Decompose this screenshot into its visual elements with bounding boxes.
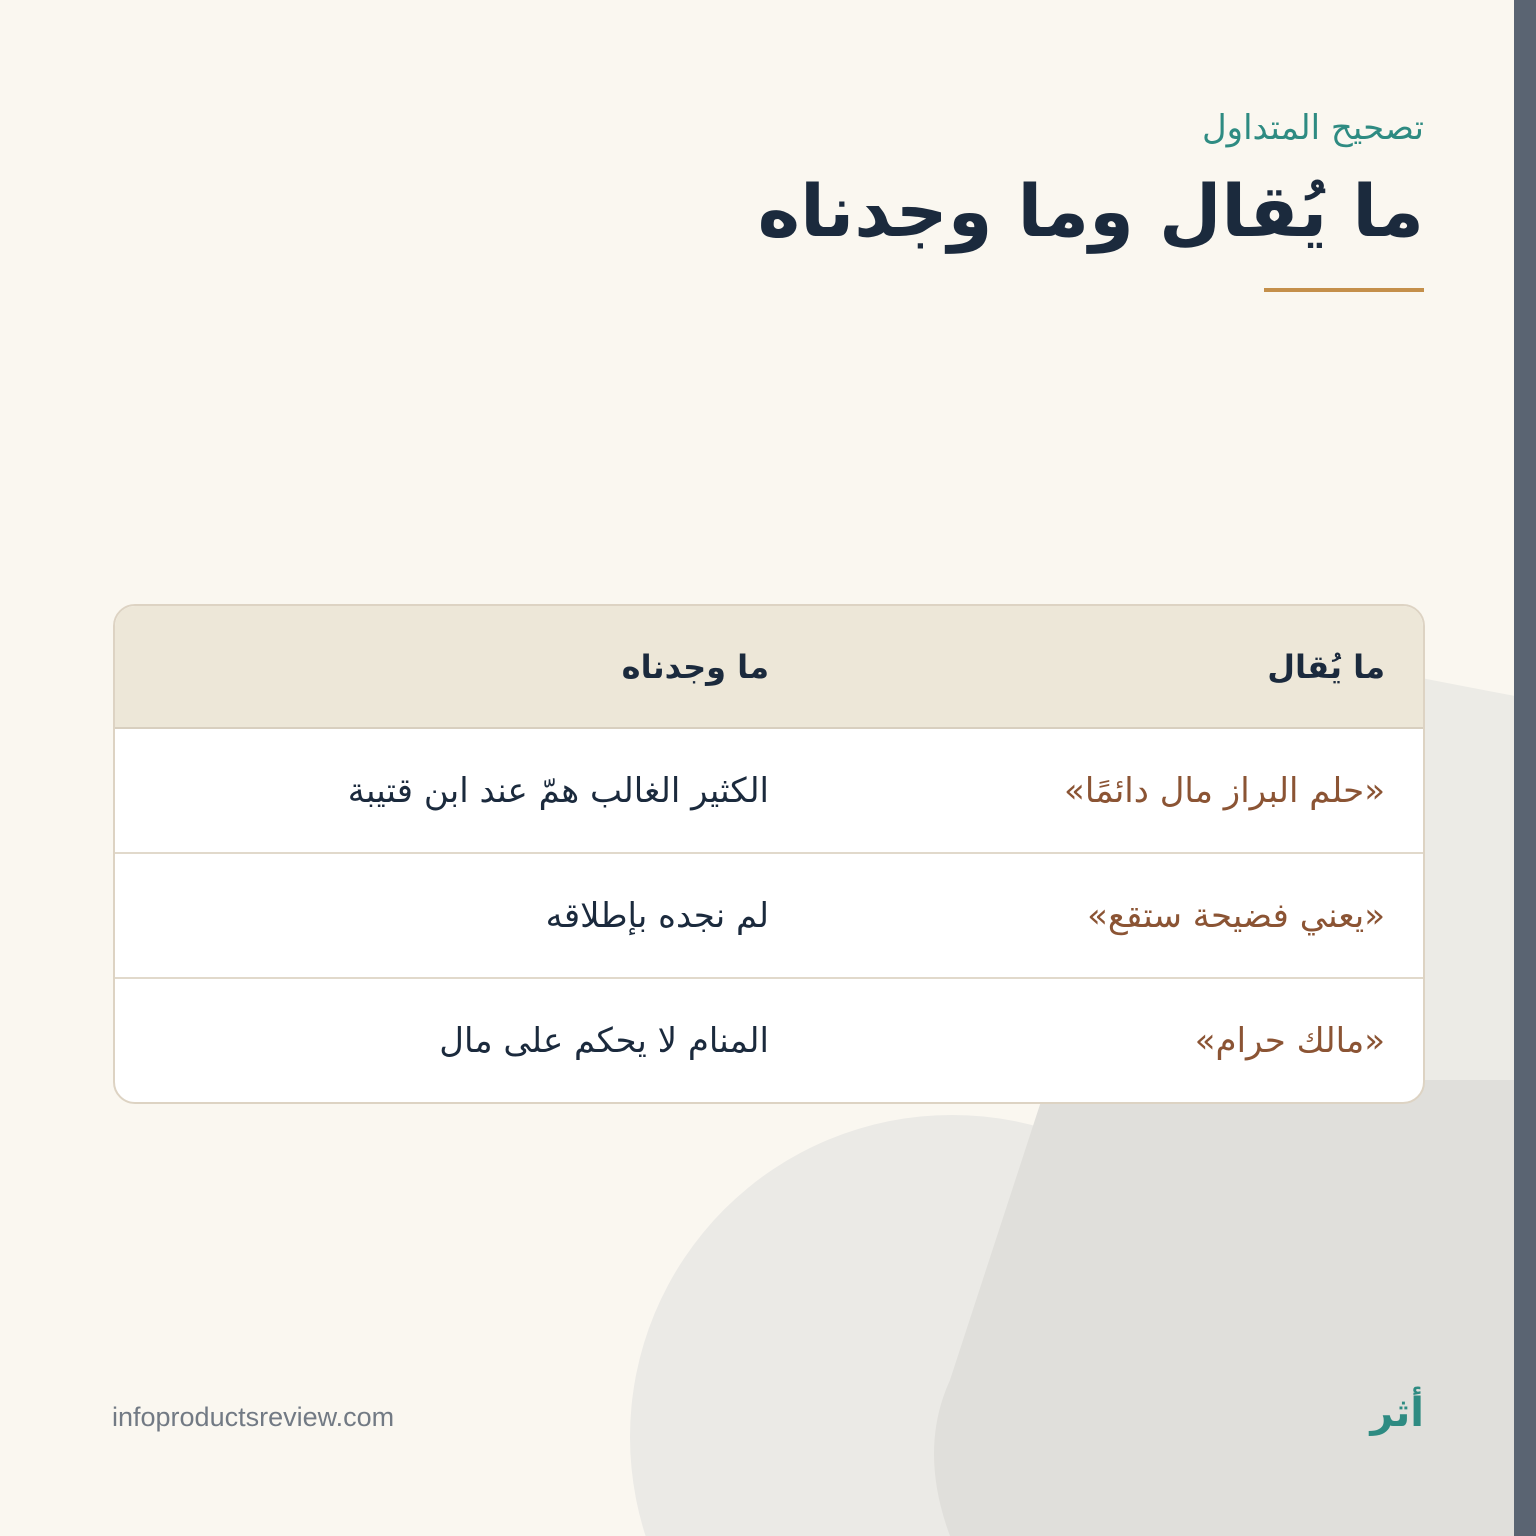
site-url: infoproductsreview.com bbox=[112, 1402, 395, 1432]
table-row bbox=[115, 854, 1423, 979]
section-eyebrow: تصحيح المتداول bbox=[1201, 108, 1424, 148]
found-cell: لم نجده بإطلاقه bbox=[545, 895, 769, 936]
title-underline bbox=[1264, 288, 1424, 292]
side-accent-bar bbox=[1514, 0, 1536, 1536]
found-cell: المنام لا يحكم على مال bbox=[439, 1020, 769, 1061]
brand-logo: أثر bbox=[1370, 1390, 1424, 1436]
comparison-table bbox=[113, 604, 1425, 1104]
said-cell: «مالك حرام» bbox=[1194, 1020, 1385, 1061]
table-row bbox=[115, 979, 1423, 1102]
said-cell: «حلم البراز مال دائمًا» bbox=[1064, 770, 1385, 811]
page-title: ما يُقال وما وجدناه bbox=[757, 169, 1424, 253]
said-cell: «يعني فضيحة ستقع» bbox=[1087, 895, 1385, 936]
table-header-row bbox=[115, 606, 1423, 729]
column-header-said: ما يُقال bbox=[1267, 647, 1385, 686]
found-cell: الكثير الغالب همّ عند ابن قتيبة bbox=[347, 770, 769, 811]
table-row bbox=[115, 729, 1423, 854]
column-header-found: ما وجدناه bbox=[621, 647, 769, 686]
